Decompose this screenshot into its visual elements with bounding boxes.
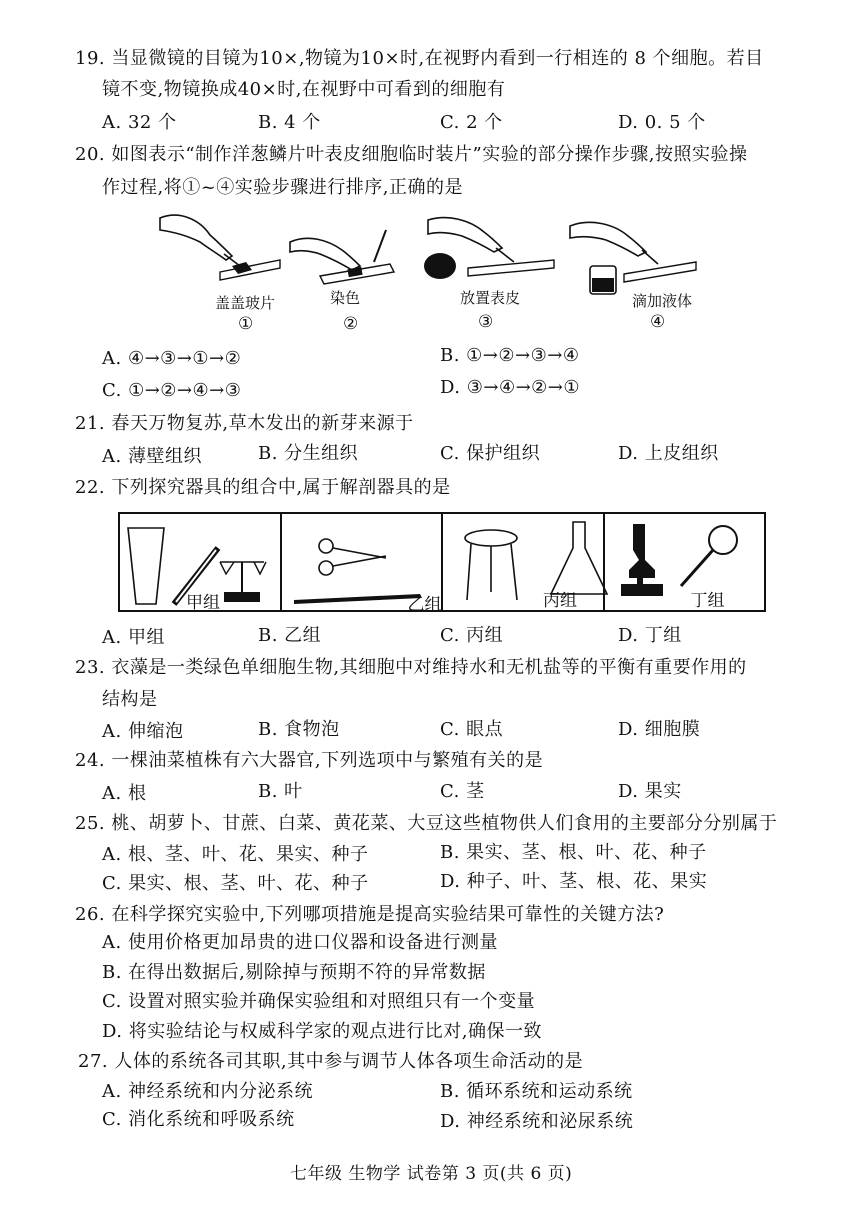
step-3-label: 放置表皮: [460, 289, 521, 307]
q27-option-b: B. 循环系统和运动系统: [440, 1081, 633, 1102]
q27-option-d: D. 神经系统和泌尿系统: [440, 1111, 634, 1132]
q22-option-b: B. 乙组: [258, 625, 322, 646]
q23-option-a: A. 伸缩泡: [102, 721, 184, 742]
q24-option-b: B. 叶: [258, 781, 303, 802]
step-drop-liquid-illustration: [560, 218, 700, 298]
group-yi-label: 乙组: [407, 595, 442, 615]
q25-option-b: B. 果实、茎、根、叶、花、种子: [440, 842, 707, 863]
q22-option-d: D. 丁组: [618, 625, 682, 646]
step-stain-illustration: [290, 228, 420, 288]
group-jia-label: 甲组: [186, 593, 220, 613]
q21-option-b: B. 分生组织: [258, 443, 359, 464]
step-2-label: 染色: [330, 289, 361, 307]
q26-option-b: B. 在得出数据后,剔除掉与预期不符的异常数据: [102, 962, 486, 983]
equipment-group-table: [118, 512, 766, 615]
question-24-line1: 24. 一棵油菜植株有六大器官,下列选项中与繁殖有关的是: [75, 750, 544, 771]
group-ding-label: 丁组: [690, 591, 725, 611]
q25-option-d: D. 种子、叶、茎、根、花、果实: [440, 871, 708, 892]
step-4-label: 滴加液体: [632, 292, 693, 310]
q22-option-a: A. 甲组: [102, 627, 165, 648]
q21-option-d: D. 上皮组织: [618, 443, 719, 464]
question-19-line2: 镜不变,物镜换成40×时,在视野中可看到的细胞有: [102, 79, 506, 100]
group-jia-cell: [120, 514, 282, 613]
group-ding-cell: [605, 514, 765, 610]
q20-option-c: C. ①→②→④→③: [102, 380, 242, 401]
q21-option-a: A. 薄壁组织: [102, 446, 202, 467]
q25-option-c: C. 果实、根、茎、叶、花、种子: [102, 873, 369, 894]
q19-option-d: D. 0. 5 个: [618, 112, 706, 133]
question-23-line2: 结构是: [102, 689, 158, 710]
q26-option-a: A. 使用价格更加昂贵的进口仪器和设备进行测量: [102, 932, 498, 953]
q24-option-c: C. 茎: [440, 781, 485, 802]
q19-option-a: A. 32 个: [102, 112, 177, 133]
q24-option-d: D. 果实: [618, 781, 682, 802]
question-27-line1: 27. 人体的系统各司其职,其中参与调节人体各项生命活动的是: [78, 1051, 584, 1072]
q20-option-d: D. ③→④→②→①: [440, 377, 581, 398]
q19-option-b: B. 4 个: [258, 112, 321, 133]
question-20-line2: 作过程,将①~④实验步骤进行排序,正确的是: [102, 177, 464, 198]
group-yi-cell: [282, 514, 444, 615]
step-place-epidermis-illustration: [418, 214, 558, 284]
step-2-number: ②: [343, 314, 359, 334]
question-19-line1: 19. 当显微镜的目镜为10×,物镜为10×时,在视野内看到一行相连的 8 个细胞。若目: [75, 48, 764, 69]
microscope-and-magnifier-icon: [615, 520, 765, 608]
q26-option-d: D. 将实验结论与权威科学家的观点进行比对,确保一致: [102, 1021, 542, 1042]
q23-option-b: B. 食物泡: [258, 719, 340, 740]
question-26-line1: 26. 在科学探究实验中,下列哪项措施是提高实验结果可靠性的关键方法?: [75, 904, 665, 925]
question-22-line1: 22. 下列探究器具的组合中,属于解剖器具的是: [75, 477, 451, 498]
group-bing-cell: [443, 514, 605, 610]
q26-option-c: C. 设置对照实验并确保实验组和对照组只有一个变量: [102, 991, 536, 1012]
q20-option-a: A. ④→③→①→②: [102, 348, 242, 369]
page-footer: 七年级 生物学 试卷第 3 页(共 6 页): [290, 1164, 573, 1184]
q19-option-c: C. 2 个: [440, 112, 503, 133]
q23-option-c: C. 眼点: [440, 719, 504, 740]
q27-option-c: C. 消化系统和呼吸系统: [102, 1109, 295, 1130]
step-1-number: ①: [238, 314, 254, 334]
step-3-number: ③: [478, 312, 494, 332]
question-25-line1: 25. 桃、胡萝卜、甘蔗、白菜、黄花菜、大豆这些植物供人们食用的主要部分分别属于: [75, 813, 778, 834]
group-bing-label: 丙组: [543, 591, 577, 611]
q21-option-c: C. 保护组织: [440, 443, 541, 464]
step-4-number: ④: [650, 312, 666, 332]
q23-option-d: D. 细胞膜: [618, 719, 701, 740]
step-cover-slip-illustration: [160, 210, 280, 290]
question-20-line1: 20. 如图表示“制作洋葱鳞片叶表皮细胞临时装片”实验的部分操作步骤,按照实验操: [75, 144, 748, 165]
q25-option-a: A. 根、茎、叶、花、果实、种子: [102, 844, 369, 865]
tripod-and-flask-icon: [461, 518, 611, 608]
q27-option-a: A. 神经系统和内分泌系统: [102, 1081, 313, 1102]
question-21-line1: 21. 春天万物复苏,草木发出的新芽来源于: [75, 413, 414, 434]
q22-option-c: C. 丙组: [440, 625, 504, 646]
q20-option-b: B. ①→②→③→④: [440, 345, 580, 366]
step-1-label: 盖盖玻片: [215, 294, 276, 312]
question-23-line1: 23. 衣藻是一类绿色单细胞生物,其细胞中对维持水和无机盐等的平衡有重要作用的: [75, 657, 747, 678]
q24-option-a: A. 根: [102, 783, 147, 804]
